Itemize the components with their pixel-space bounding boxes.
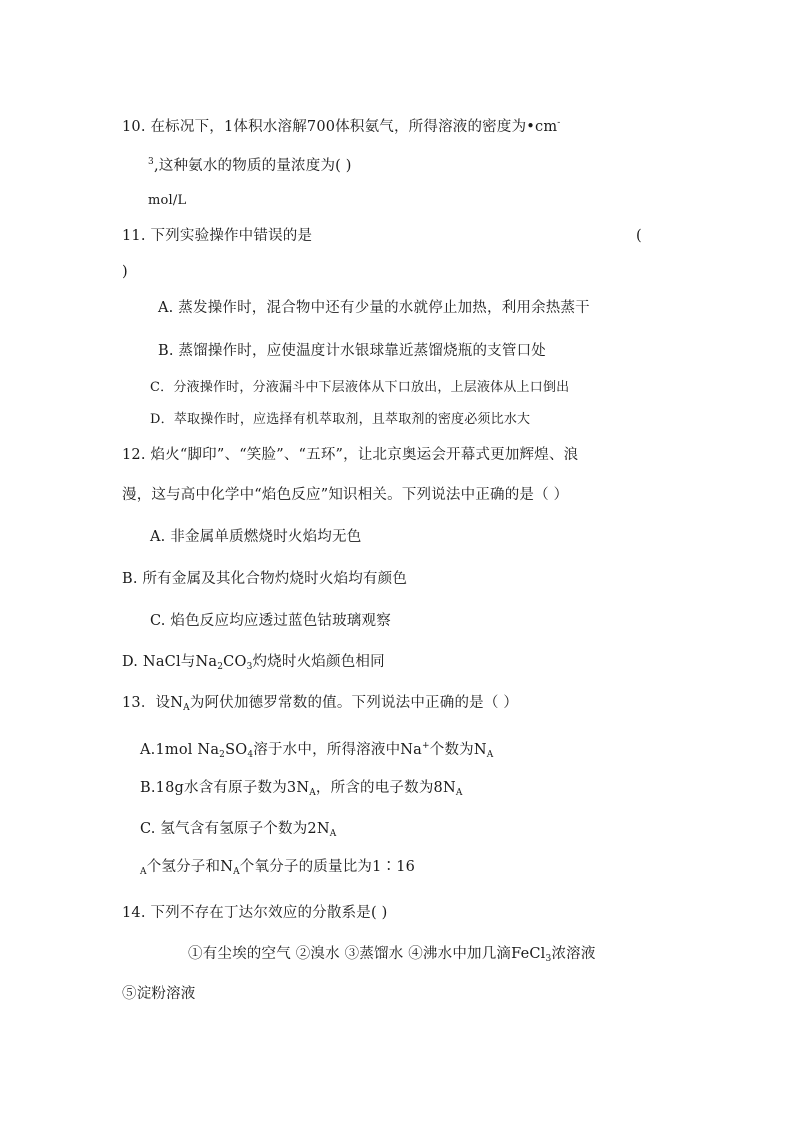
q13-a-sup: + <box>422 741 430 751</box>
q13-option-b <box>140 778 463 803</box>
q14-stem: 14. 下列不存在丁达尔效应的分散系是( ) <box>122 905 388 921</box>
q10-line2-sup: 3 <box>148 157 154 167</box>
q12-option-c: C. 焰色反应均应透过蓝色钴玻璃观察 <box>150 613 391 629</box>
q13-a-mid: SO <box>225 742 248 758</box>
q13-stem-post: 为阿伏加德罗常数的值。下列说法中正确的是（ ） <box>189 695 519 711</box>
q13-option-c <box>140 819 336 844</box>
q10-line1 <box>122 113 561 137</box>
q14-opts-post: 浓溶液 <box>551 946 596 962</box>
q11-option-b: B. 蒸馏操作时，应使温度计水银球靠近蒸馏烧瓶的支管口处 <box>158 343 546 359</box>
q14-opts-pre: ①有尘埃的空气 ②溴水 ③蒸馏水 ④沸水中加几滴FeCl <box>188 946 546 962</box>
q13-stem <box>122 693 518 718</box>
q13-b-mid: ，所含的电子数为8N <box>315 780 456 796</box>
q10-line1-sup: - <box>557 118 561 128</box>
q13-a-sub3: A <box>486 750 494 760</box>
q11-paren-close: ) <box>122 264 128 280</box>
q11-option-d: D．萃取操作时，应选择有机萃取剂，且萃取剂的密度必须比水大 <box>150 412 531 427</box>
q13-a-sub2: 4 <box>247 750 254 760</box>
q12-d-pre: D. NaCl与Na <box>122 654 218 670</box>
q13-stem-sub: A <box>183 703 190 713</box>
q12-line1: 12. 焰火“脚印”、“笑脸”、“五环”，让北京奥运会开幕式更加辉煌、浪 <box>122 447 579 463</box>
q13-b-sub1: A <box>309 788 316 798</box>
q10-line3: mol/L <box>148 193 187 208</box>
q11-stem: 11. 下列实验操作中错误的是 <box>122 228 313 244</box>
q13-c-sub: A <box>329 829 337 839</box>
q12-d-mid: CO <box>223 654 247 670</box>
q12-option-b: B. 所有金属及其化合物灼烧时火焰均有颜色 <box>122 571 408 587</box>
q12-option-a: A. 非金属单质燃烧时火焰均无色 <box>150 529 362 545</box>
q13-d-sub2: A <box>233 867 240 877</box>
q13-d-mid: 个氢分子和N <box>146 859 234 875</box>
q12-d-sub2: 3 <box>246 662 253 672</box>
q13-stem-pre: 13．设N <box>122 695 184 711</box>
q10-line1-text: 10. 在标况下，1体积水溶解700体积氨气，所得溶液的密度为•cm <box>122 119 558 135</box>
q12-d-sub1: 2 <box>217 662 224 672</box>
q10-line2 <box>148 152 352 176</box>
q12-line2: 漫，这与高中化学中“焰色反应”知识相关。下列说法中正确的是（ ） <box>122 487 569 503</box>
q11-option-a: A. 蒸发操作时，混合物中还有少量的水就停止加热，利用余热蒸干 <box>158 300 590 316</box>
q13-c-pre: C. 氢气含有氢原子个数为2N <box>140 821 330 837</box>
q14-options <box>188 944 596 969</box>
q13-b-sub2: A <box>455 788 463 798</box>
q13-d-sub1: A <box>140 867 147 877</box>
q14-option-5: ⑤淀粉溶液 <box>122 986 196 1002</box>
q13-b-pre: B.18g水含有原子数为3N <box>140 780 310 796</box>
q13-d-post: 个氧分子的质量比为1∶16 <box>239 859 416 875</box>
q10-line2-text: ,这种氨水的物质的量浓度为( ) <box>153 158 352 174</box>
q13-a-mid3: 个数为N <box>429 742 487 758</box>
q13-a-sub1: 2 <box>219 750 226 760</box>
q11-option-c: C．分液操作时，分液漏斗中下层液体从下口放出，上层液体从上口倒出 <box>150 380 570 395</box>
q13-a-mid2: 溶于水中，所得溶液中Na <box>253 742 423 758</box>
q13-option-a <box>140 736 493 765</box>
q12-option-d <box>122 652 385 677</box>
q13-a-pre: A.1mol Na <box>140 742 220 758</box>
q14-opts-sub: 3 <box>545 954 552 964</box>
q13-option-d <box>140 857 415 882</box>
q11-paren-open: ( <box>636 228 642 244</box>
q12-d-post: 灼烧时火焰颜色相同 <box>252 654 385 670</box>
